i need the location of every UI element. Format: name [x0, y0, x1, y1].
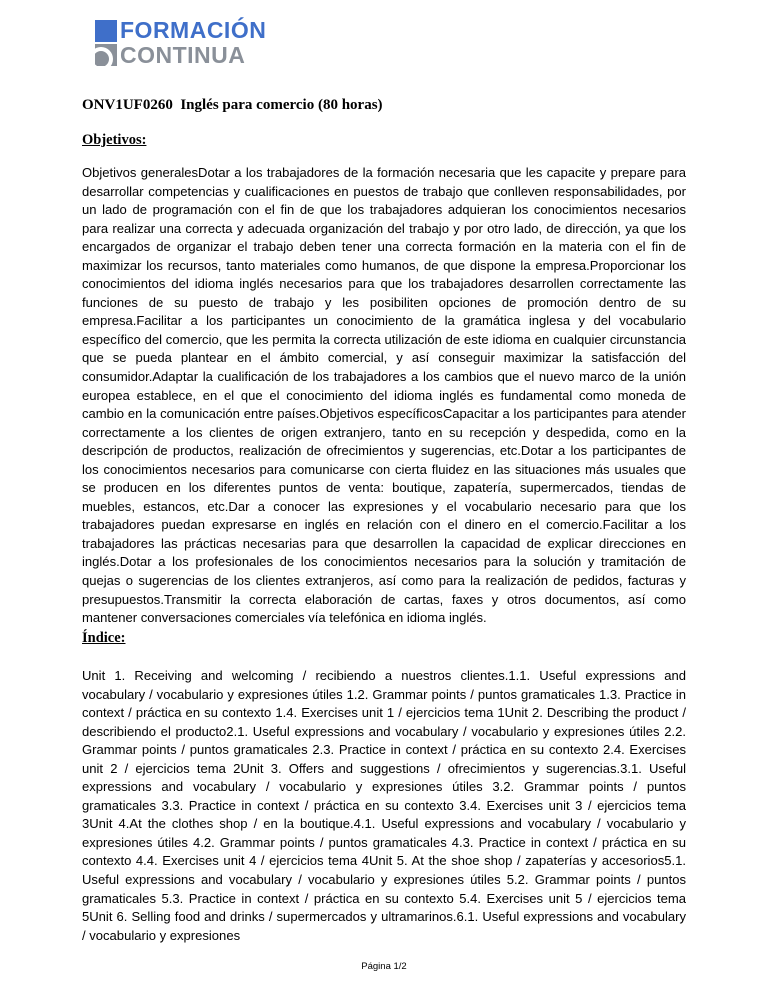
- logo-word-formacion: FORMACIÓN: [120, 17, 267, 43]
- formacion-continua-logo: [93, 18, 283, 70]
- logo-blue-square: [95, 20, 117, 42]
- logo-word-continua: CONTINUA: [120, 42, 246, 68]
- course-title: ONV1UF0260 Inglés para comercio (80 horas): [82, 97, 383, 113]
- logo-grey-square: [95, 44, 117, 66]
- index-heading: Índice:: [82, 630, 126, 646]
- objectives-text: Objetivos generalesDotar a los trabajadores de la formación necesaria que les capacite y prepare para desarrollar competencias y cualificaciones en puestos de trabajo que conlleven responsabilidades, por un lado de programación con el fin de que los trabajadores adquieran los conocimientos necesarios para realizar una correcta y adecuada organización del trabajo y por otro lado, de dirección, ya que los encargados de organizar el trabajo deben tener una correcta formación en la materia con el fin de maximizar los recursos, tanto materiales como humanos, de que dispone la empresa.Proporcionar los conocimientos del idioma inglés necesarios para que los trabajadores desarrollen correctamente las funciones de su puesto de trabajo y les posibiliten opciones de promoción dentro de su empresa.Facilitar a los participantes un conocimiento de la gramática inglesa y del vocabulario específico del comercio, que les permita la correcta utilización de este idioma en cualquier circunstancia que se pueda plantear en el ámbito comercial, y así conseguir maximizar la satisfacción del consumidor.Adaptar la cualificación de los trabajadores a los cambios que el nuevo marco de la unión europea establece, en el que el conocimiento del idioma inglés es fundamental como moneda de cambio en la comunicación entre países.Objetivos específicosCapacitar a los participantes para atender correctamente a los clientes de origen extranjero, tanto en su recepción y despedida, como en la descripción de productos, realización de ofrecimientos y sugerencias, etc.Dotar a los participantes de los conocimientos necesarios para comunicarse con cierta fluidez en las situaciones más usuales que se producen en los diferentes puntos de venta: boutique, zapatería, supermercados, tiendas de muebles, estancos, etc.Dar a conocer las expresiones y el vocabulario necesario para que los trabajadores puedan expresarse en inglés en relación con el dinero en el comercio.Facilitar a los trabajadores las prácticas necesarias para que desarrollen la capacidad de explicar direcciones en inglés.Dotar a los profesionales de los conocimientos necesarios para la solución y tramitación de quejas o sugerencias de los clientes extranjeros, así como para la realización de pedidos, facturas y presupuestos.Transmitir la correcta elaboración de cartas, faxes y otros documentos, así como mantener conversaciones comerciales vía telefónica en idioma inglés.: [82, 165, 686, 626]
- page-number: Página 1/2: [361, 961, 407, 972]
- index-text: Unit 1. Receiving and welcoming / recibiendo a nuestros clientes.1.1. Useful expressions and vocabulary / vocabulario y expresiones útiles 1.2. Grammar points / puntos gramaticales 1.3. Practice in context / práctica en su contexto 1.4. Exercises unit 1 / ejercicios tema 1Unit 2. Describing the product / describiendo el producto2.1. Useful expressions and vocabulary / vocabulario y expresiones útiles 2.2. Grammar points / puntos gramaticales 2.3. Practice in context / práctica en su contexto 2.4. Exercises unit 2 / ejercicios tema 2Unit 3. Offers and suggestions / ofrecimientos y sugerencias.3.1. Useful expressions and vocabulary / vocabulario y expresiones útiles 3.2. Grammar points / puntos gramaticales 3.3. Practice in context / práctica en su contexto 3.4. Exercises unit 3 / ejercicios tema 3Unit 4.At the clothes shop / en la boutique.4.1. Useful expressions and vocabulary / vocabulario y expresiones útiles 4.2. Grammar points / puntos gramaticales 4.3. Practice in context / práctica en su contexto 4.4. Exercises unit 4 / ejercicios tema 4Unit 5. At the shoe shop / zapaterías y accesorios5.1. Useful expressions and vocabulary / vocabulario y expresiones útiles 5.2. Grammar points / puntos gramaticales 5.3. Practice in context / práctica en su contexto 5.4. Exercises unit 5 / ejercicios tema 5Unit 6. Selling food and drinks / supermercados y ultramarinos.6.1. Useful expressions and vocabulary / vocabulario y expresiones: [82, 668, 686, 943]
- objectives-heading: Objetivos:: [82, 132, 147, 148]
